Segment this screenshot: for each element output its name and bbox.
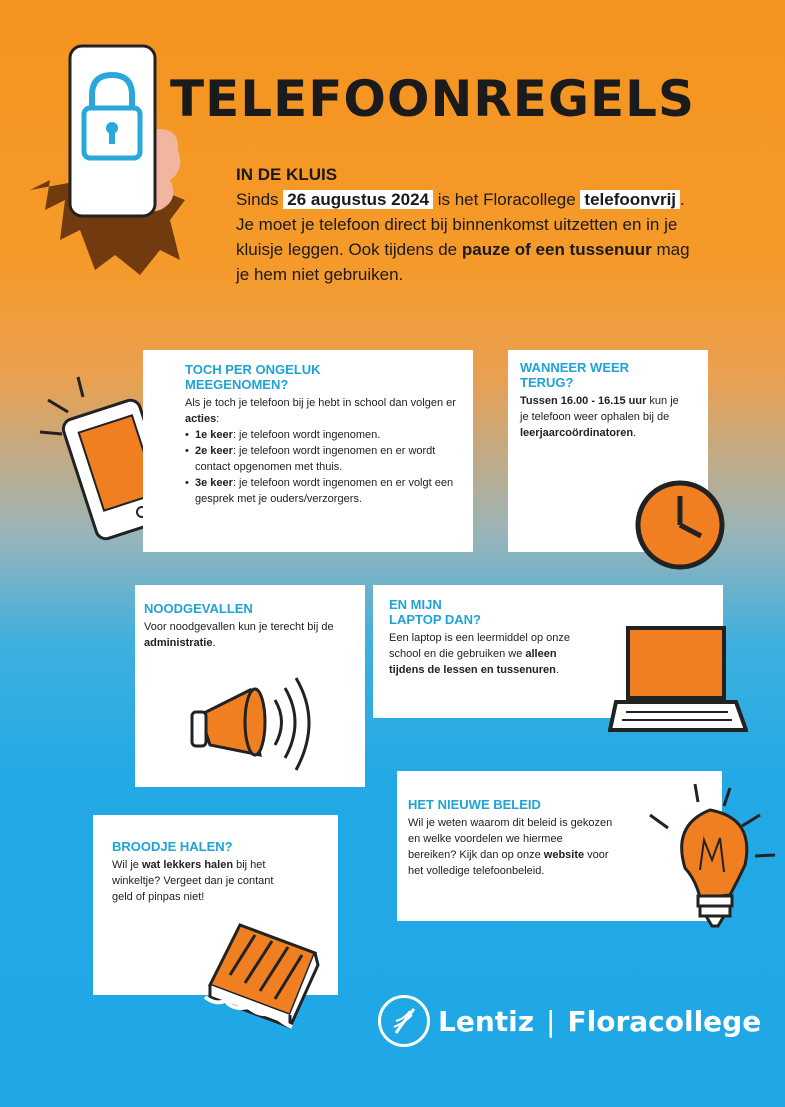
laptop-illustration — [608, 622, 748, 737]
list-item-text: : je telefoon wordt ingenomen en er volgt een gesprek met je ouders/verzorgers. — [195, 477, 454, 505]
card-laptop-text — [389, 630, 574, 678]
text-part: Een laptop is een leermiddel op onze school en die gebruiken we — [389, 632, 571, 660]
text-part: . — [555, 664, 559, 676]
megaphone-icon — [180, 670, 330, 780]
card-emergencies-text — [144, 619, 334, 651]
list-item — [185, 427, 461, 443]
text-part: Voor noodgevallen kun je terecht bij de — [144, 621, 334, 633]
heading-line: LAPTOP DAN? — [389, 612, 481, 627]
card-accidentally-brought — [143, 350, 473, 552]
list-item-text: : je telefoon wordt ingenomen. — [232, 429, 381, 441]
intro-phonefree: telefoonvrij — [580, 190, 680, 209]
card-when-back-heading — [520, 360, 696, 390]
intro-text-part: mag je hem niet gebruiken. — [236, 240, 690, 284]
text-part: : — [216, 413, 220, 425]
card-emergencies — [135, 585, 365, 787]
text-part: voor het volledige telefoonbeleid. — [408, 849, 609, 877]
text-bold: Tussen 16.00 - 16.15 uur — [520, 395, 647, 407]
list-item — [185, 475, 461, 507]
list-item-bold: 1e keer — [195, 429, 233, 441]
text-bold: wat lekkers halen — [141, 859, 234, 871]
text-part: . — [212, 637, 216, 649]
card-new-policy-text — [408, 815, 613, 879]
text-part: Als je toch je telefoon bij je hebt in school dan volgen er — [185, 397, 456, 409]
card-sandwich-text — [112, 857, 287, 905]
text-bold: website — [543, 849, 585, 861]
card-new-policy-heading: HET NIEUWE BELEID — [408, 797, 541, 812]
heading-line: TERUG? — [520, 375, 574, 390]
lightbulb-illustration — [630, 780, 780, 940]
text-bold: alleen tijdens de lessen en tussenuren — [389, 648, 557, 676]
list-item-bold: 2e keer — [195, 445, 233, 457]
school-logo — [378, 995, 761, 1047]
intro-text-part: . Je moet je telefoon direct bij binnenkomst uitzetten en in je kluisje leggen. Ook tijdens de — [236, 190, 685, 259]
text-part: Wil je — [112, 859, 142, 871]
intro-section — [236, 162, 706, 287]
text-bold: leerjaarcoördinatoren — [520, 427, 634, 439]
heading-line: MEEGENOMEN? — [185, 377, 289, 392]
lentiz-logo-icon — [378, 995, 430, 1047]
sandwich-illustration — [200, 915, 330, 1035]
card-accidentally-brought-heading — [185, 362, 461, 392]
card-emergencies-heading: NOODGEVALLEN — [144, 601, 253, 616]
heading-line: WANNEER WEER — [520, 360, 630, 375]
list-item — [185, 443, 461, 475]
text-bold: administratie — [144, 637, 213, 649]
text-part: Wil je weten waarom dit beleid is gekozen en welke voordelen we hiermee bereiken? Kijk dan op onze — [408, 817, 613, 861]
phone-lock-illustration — [20, 40, 190, 290]
intro-text-part: Sinds — [236, 190, 284, 209]
card-when-back-text — [520, 393, 680, 441]
text-part: kun je je telefoon weer ophalen bij de — [520, 395, 679, 423]
card-accidentally-brought-intro — [185, 395, 461, 427]
intro-heading: IN DE KLUIS — [236, 165, 338, 184]
list-item-text: : je telefoon wordt ingenomen en er wordt contact opgenomen met thuis. — [195, 445, 436, 473]
intro-pause: pauze of een tussenuur — [461, 240, 652, 259]
list-item-bold: 3e keer — [195, 477, 233, 489]
logo-school: Floracollege — [567, 1004, 762, 1038]
text-bold: acties — [185, 413, 217, 425]
logo-brand: Lentiz — [438, 1004, 535, 1038]
clock-illustration — [633, 478, 728, 573]
heading-line: EN MIJN — [389, 597, 442, 612]
text-part: . — [633, 427, 637, 439]
card-sandwich-heading: BROODJE HALEN? — [112, 839, 233, 854]
intro-text — [236, 187, 706, 287]
intro-text-part: is het Floracollege — [433, 190, 581, 209]
actions-list — [185, 427, 461, 507]
logo-separator: | — [546, 1004, 556, 1038]
heading-line: TOCH PER ONGELUK — [185, 362, 321, 377]
intro-date: 26 augustus 2024 — [283, 190, 433, 209]
page-title: TELEFOONREGELS — [170, 70, 696, 128]
text-part: bij het winkeltje? Vergeet dan je contant geld of pinpas niet! — [112, 859, 274, 903]
